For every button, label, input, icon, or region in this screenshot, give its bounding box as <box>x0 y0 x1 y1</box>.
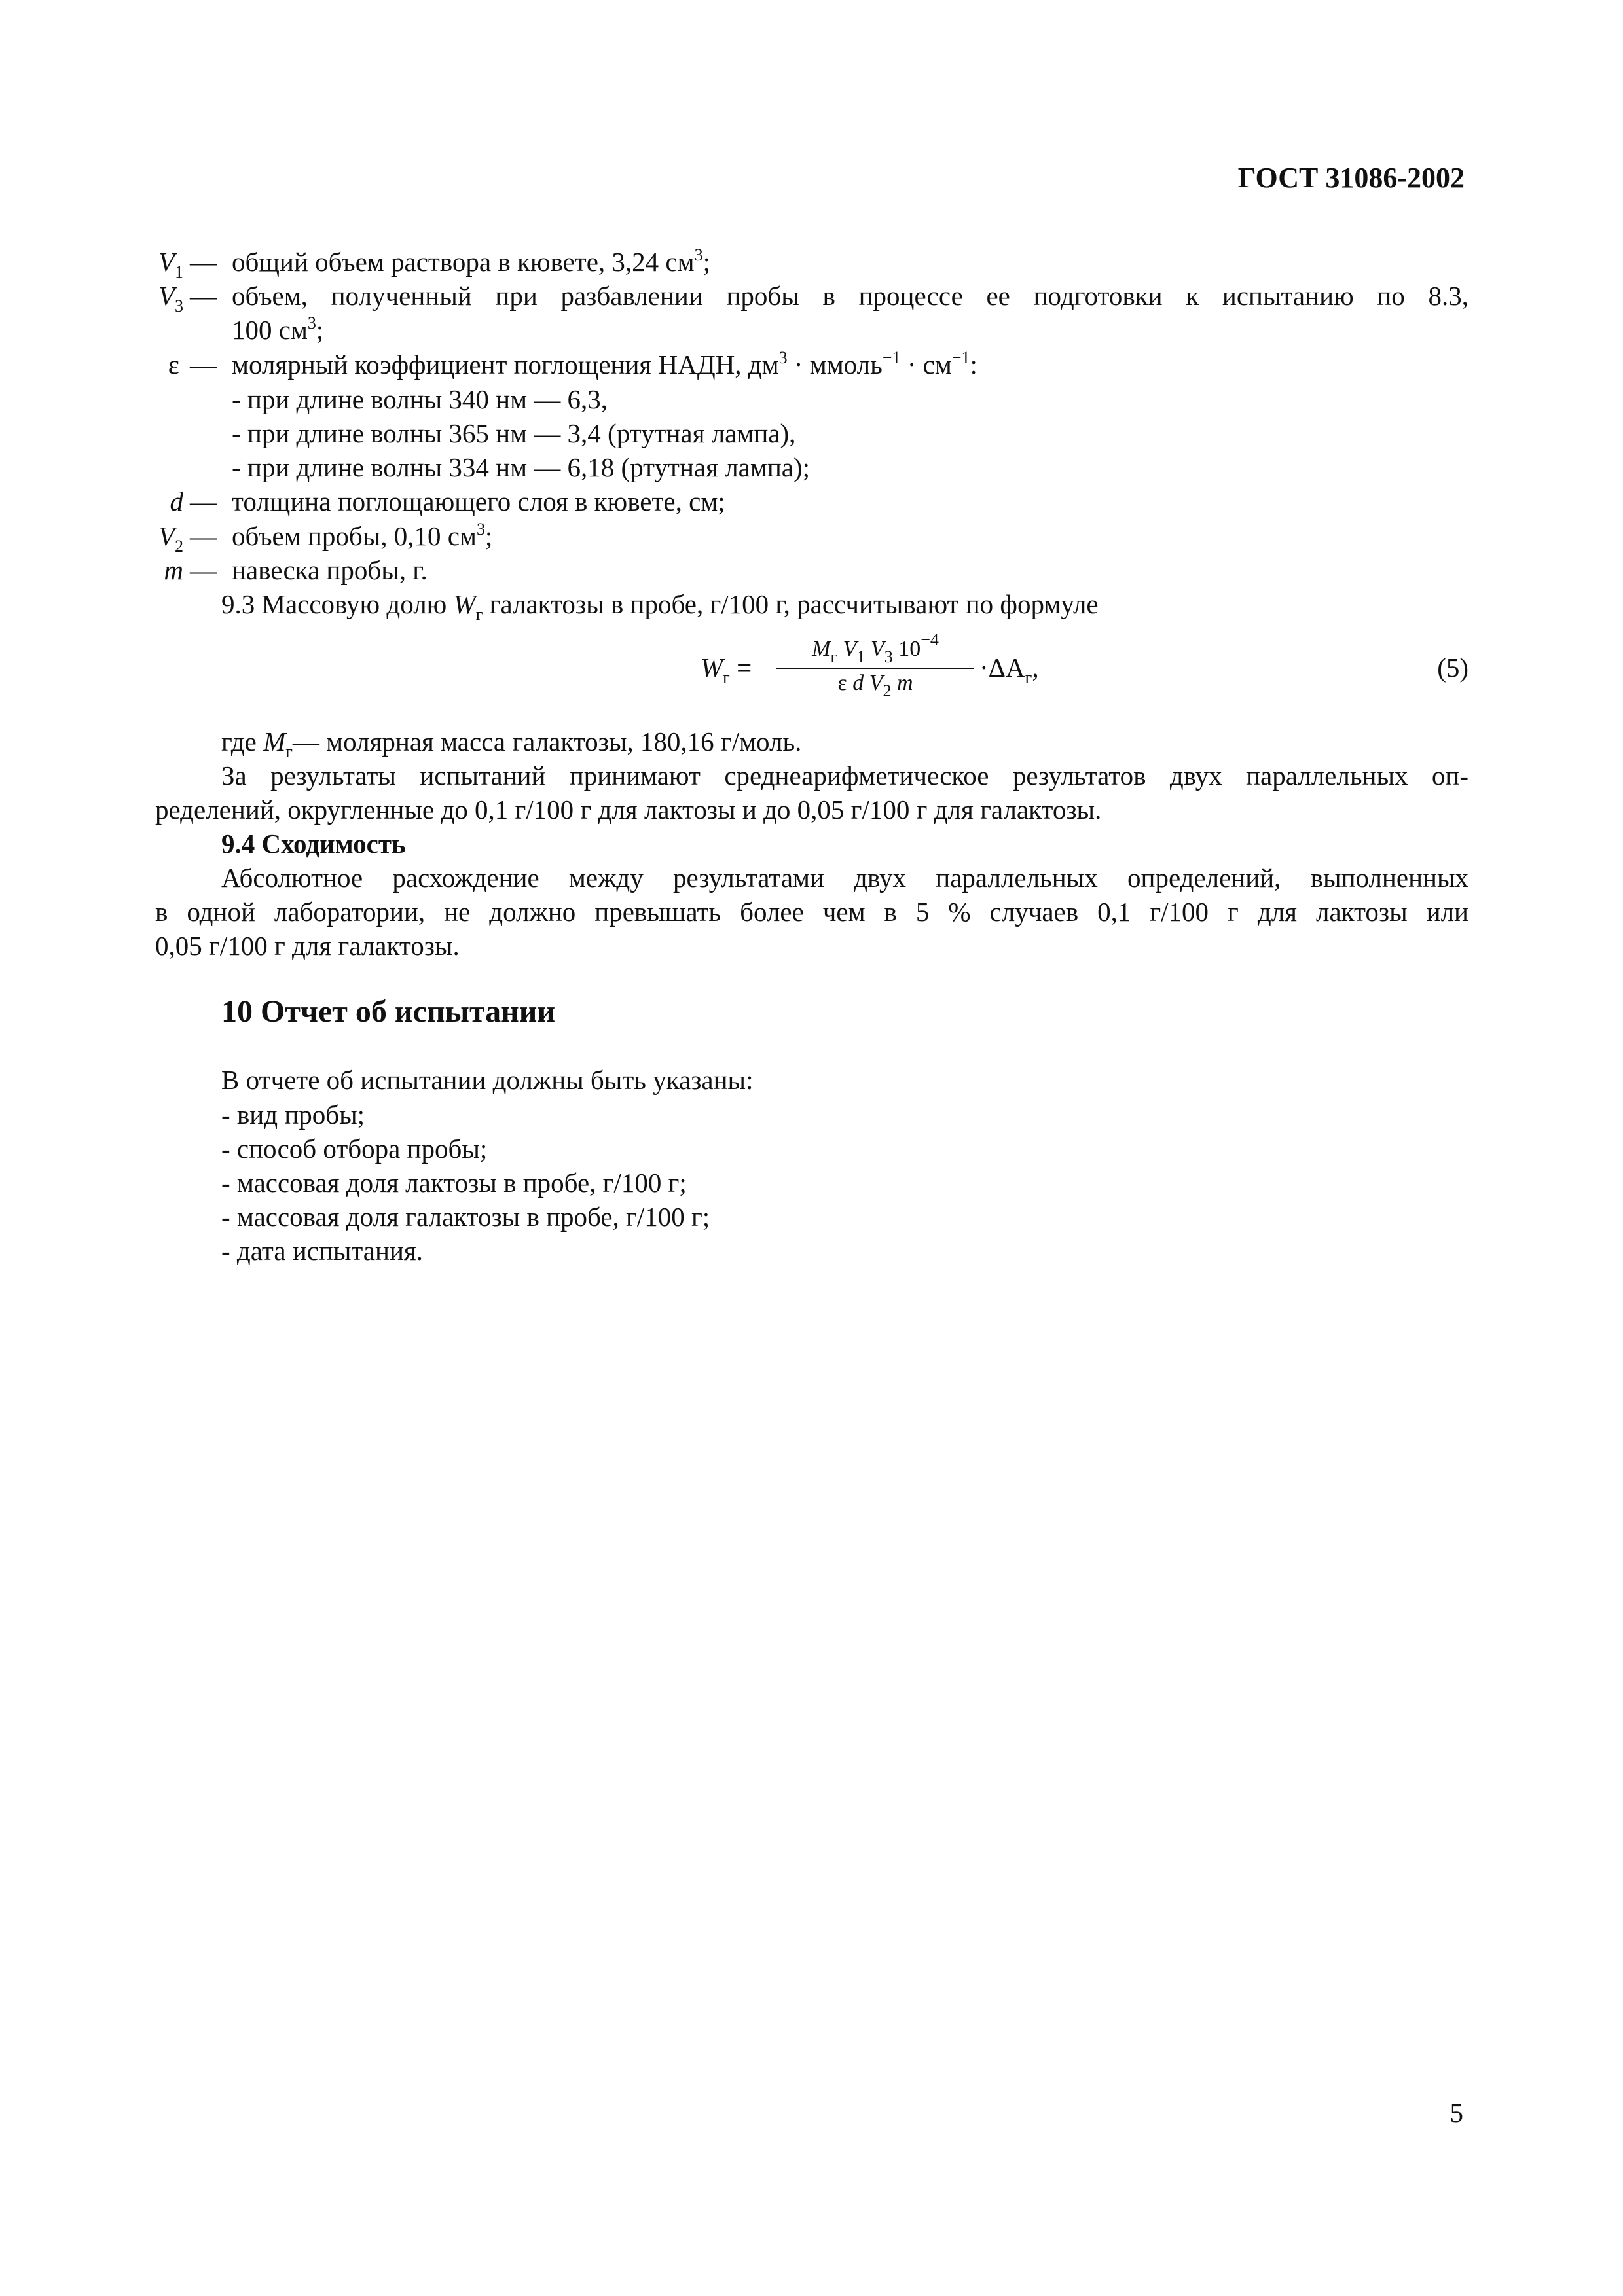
variable-symbol: ε <box>168 350 179 380</box>
dash: — <box>190 521 217 551</box>
clause-9-3: 9.3 Массовую долю $W_г$ галактозы в пробе, г/100 г, рассчитывают по формуле <box>221 589 1099 624</box>
variable-symbol: $V_1$ <box>158 247 183 281</box>
variable-description: объем, полученный при разбавлении пробы в процессе ее подготовки к испытанию по 8.3, <box>232 281 1468 311</box>
list-item: - массовая доля лактозы в пробе, г/100 г; <box>221 1168 687 1198</box>
page-number: 5 <box>1450 2098 1463 2128</box>
clause-9-4-title: 9.4 Сходимость <box>221 829 406 859</box>
dash: — <box>190 350 217 380</box>
list-item: - вид пробы; <box>221 1100 365 1130</box>
section-10-intro: В отчете об испытании должны быть указаны: <box>221 1065 754 1095</box>
variable-symbol: $V_3$ <box>158 281 183 315</box>
list-item: - массовая доля галактозы в пробе, г/100 г; <box>221 1202 710 1232</box>
epsilon-value-334: - при длине волны 334 нм — 6,18 (ртутная лампа); <box>232 452 811 482</box>
formula-rhs: $\cdot\Delta A_г$, <box>979 653 1039 687</box>
variable-symbol: $V_2$ <box>158 521 183 556</box>
variable-description-continued: 100 $см^3$; <box>232 314 324 345</box>
variable-description: толщина поглощающего слоя в кювете, см; <box>232 486 725 516</box>
variable-description: объем пробы, 0,10 $см^3$; <box>232 520 493 551</box>
variable-symbol: m <box>164 555 183 585</box>
formula-numerator: $M_г$ $V_1$ $V_3$ $10^{-4}$ <box>812 630 939 666</box>
dash: — <box>190 247 217 277</box>
section-10-title: 10 Отчет об испытании <box>221 994 556 1029</box>
formula-lhs: $W_г$ = <box>701 653 752 687</box>
fraction-bar <box>776 668 974 669</box>
formula-denominator: ε d $V_2$ m <box>837 671 913 700</box>
clause-9-4-line-2: в одной лаборатории, не должно превышать более чем в 5 % случаев 0,1 г/100 г для лактозы или <box>155 897 1468 927</box>
epsilon-value-365: - при длине волны 365 нм — 3,4 (ртутная лампа), <box>232 418 796 448</box>
variable-description: общий объем раствора в кювете, 3,24 $см^3$; <box>232 245 710 277</box>
clause-9-4-line-1: Абсолютное расхождение между результатами двух параллельных определений, выполненных <box>221 863 1468 893</box>
results-paragraph-line-1: За результаты испытаний принимают среднеарифметическое результатов двух параллельных оп- <box>221 761 1468 791</box>
variable-description: молярный коэффициент поглощения НАДН, $дм^3$ · ммоль$^{-1}$ · $см^{-1}$: <box>232 348 977 380</box>
dash: — <box>190 486 217 516</box>
formula-5 <box>694 630 1039 706</box>
dash: — <box>190 555 217 585</box>
formula-number: (5) <box>1437 653 1468 683</box>
variable-description: навеска пробы, г. <box>232 555 428 585</box>
results-paragraph-line-2: ределений, округленные до 0,1 г/100 г для лактозы и до 0,05 г/100 г для галактозы. <box>155 795 1102 825</box>
where-line: где $M_г—$ молярная масса галактозы, 180,16 г/моль. <box>221 726 802 761</box>
document-number-header: ГОСТ 31086-2002 <box>1237 162 1465 194</box>
clause-9-4-line-3: 0,05 г/100 г для галактозы. <box>155 931 460 961</box>
variable-symbol: d <box>170 486 183 516</box>
dash: — <box>190 281 217 311</box>
list-item: - дата испытания. <box>221 1236 424 1266</box>
epsilon-value-340: - при длине волны 340 нм — 6,3, <box>232 384 608 414</box>
list-item: - способ отбора пробы; <box>221 1134 488 1164</box>
